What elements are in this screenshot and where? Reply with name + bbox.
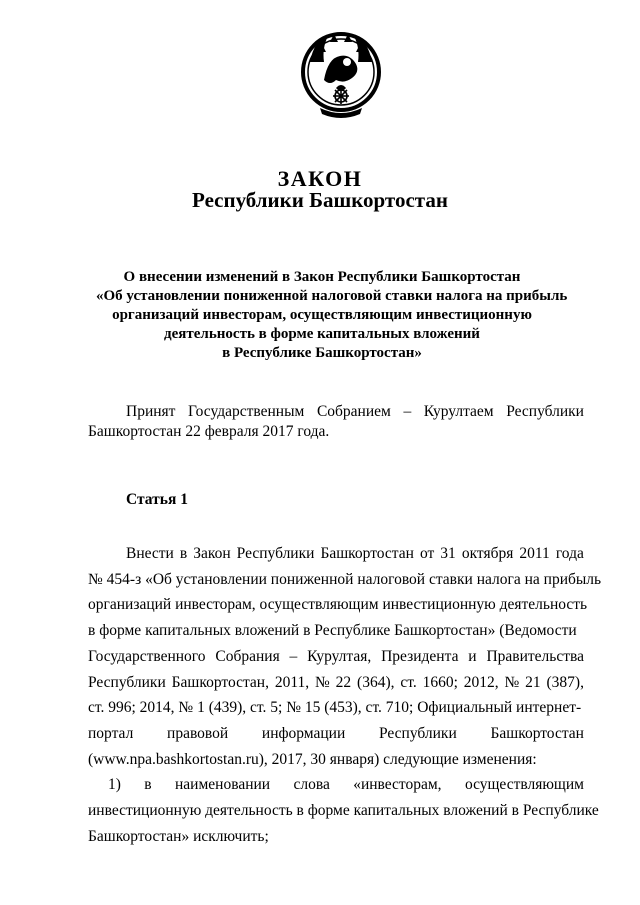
document-title: ЗАКОН — [277, 166, 363, 191]
document-subtitle: Республики Башкортостан — [192, 188, 448, 212]
word: Закон — [193, 545, 231, 562]
word: года — [555, 545, 584, 562]
word: 21 — [525, 673, 541, 691]
word: Республики — [236, 545, 315, 562]
adoption-line — [88, 402, 584, 422]
law-heading — [96, 268, 568, 363]
word: в форме капитальных вложений в Республике Башкортостан» (Ведомости — [88, 622, 577, 640]
word: Республики — [379, 724, 457, 742]
body-line — [88, 670, 584, 696]
body-line — [88, 567, 602, 593]
word: ст. 996; 2014, № 1 (439), ст. 5; № 15 (453), ст. 710; Официальный интернет- — [88, 699, 582, 717]
heading-line: в Республике Башкортостан» — [222, 345, 422, 361]
word: Президента — [381, 647, 459, 665]
heading-line: деятельность в форме капитальных вложений — [164, 326, 480, 342]
word: (www.npa.bashkortostan.ru), 2017, 30 января) следующие изменения: — [88, 750, 537, 768]
body-line — [88, 772, 584, 798]
word: 2011 — [519, 545, 550, 562]
body-line — [88, 695, 584, 721]
word: № — [315, 673, 330, 691]
word: правовой — [167, 724, 229, 742]
word: Собранием — [316, 403, 391, 420]
article-heading: Статья 1 — [126, 491, 188, 508]
word: Башкортостан — [320, 545, 414, 562]
body-line — [88, 721, 584, 747]
word: Башкортостан» исключить; — [88, 827, 269, 845]
word: слова — [293, 776, 330, 794]
body-line — [88, 824, 584, 850]
word: Курултаем — [423, 403, 494, 420]
body-line — [88, 618, 584, 644]
word: – — [289, 647, 298, 665]
heading-line: О внесении изменений в Закон Республики Башкортостан — [123, 269, 521, 285]
word: портал — [88, 724, 134, 742]
word: инвестиционную деятельность в форме капитальных вложений в Республике — [88, 802, 599, 820]
word: осуществляющим — [464, 776, 584, 794]
word: Башкортостан, — [171, 673, 269, 691]
word: организаций инвесторам, осуществляющим инвестиционную деятельность — [88, 596, 588, 614]
adoption-note — [88, 402, 584, 442]
word: № 454-з «Об установлении пониженной налоговой ставки налога на прибыль — [88, 570, 602, 588]
adoption-line: Башкортостан 22 февраля 2017 года. — [88, 423, 330, 440]
word: (387), — [546, 673, 584, 691]
heading-line: «Об установлении пониженной налоговой ставки налога на прибыль — [96, 288, 568, 304]
word: октября — [461, 545, 514, 562]
word: № — [504, 673, 520, 691]
word: 2011, — [274, 673, 310, 691]
article-body — [88, 541, 602, 849]
body-line — [88, 541, 584, 567]
word: Государственного — [88, 647, 206, 665]
word: Республики — [506, 403, 584, 420]
word: 1) — [108, 776, 121, 794]
word: (364), — [357, 673, 395, 691]
word: Правительства — [486, 647, 584, 665]
word: Курултая, — [307, 647, 372, 665]
word: 31 — [440, 545, 456, 562]
word: 1660; — [422, 673, 458, 691]
word: ст. — [400, 673, 417, 691]
word: Республики — [88, 673, 166, 691]
body-line — [88, 592, 588, 618]
body-line — [88, 798, 599, 824]
word: наименовании — [175, 776, 271, 794]
word: 2012, — [463, 673, 499, 691]
word: – — [403, 403, 412, 420]
word: «инвесторам, — [353, 776, 442, 794]
word: 22 — [335, 673, 352, 691]
word: Государственным — [188, 403, 305, 420]
word: от — [419, 545, 435, 562]
word: в — [144, 776, 152, 794]
word: в — [179, 545, 188, 562]
word: Собрания — [215, 647, 280, 665]
word: и — [468, 647, 477, 665]
word: информации — [261, 724, 346, 742]
word: Внести — [126, 545, 174, 562]
body-line — [88, 747, 584, 773]
body-line — [88, 644, 584, 670]
word: Башкортостан — [490, 724, 584, 742]
heading-line: организаций инвесторам, осуществляющим инвестиционную — [112, 307, 532, 323]
word: Принят — [126, 403, 176, 420]
coat-of-arms-icon — [300, 22, 382, 122]
